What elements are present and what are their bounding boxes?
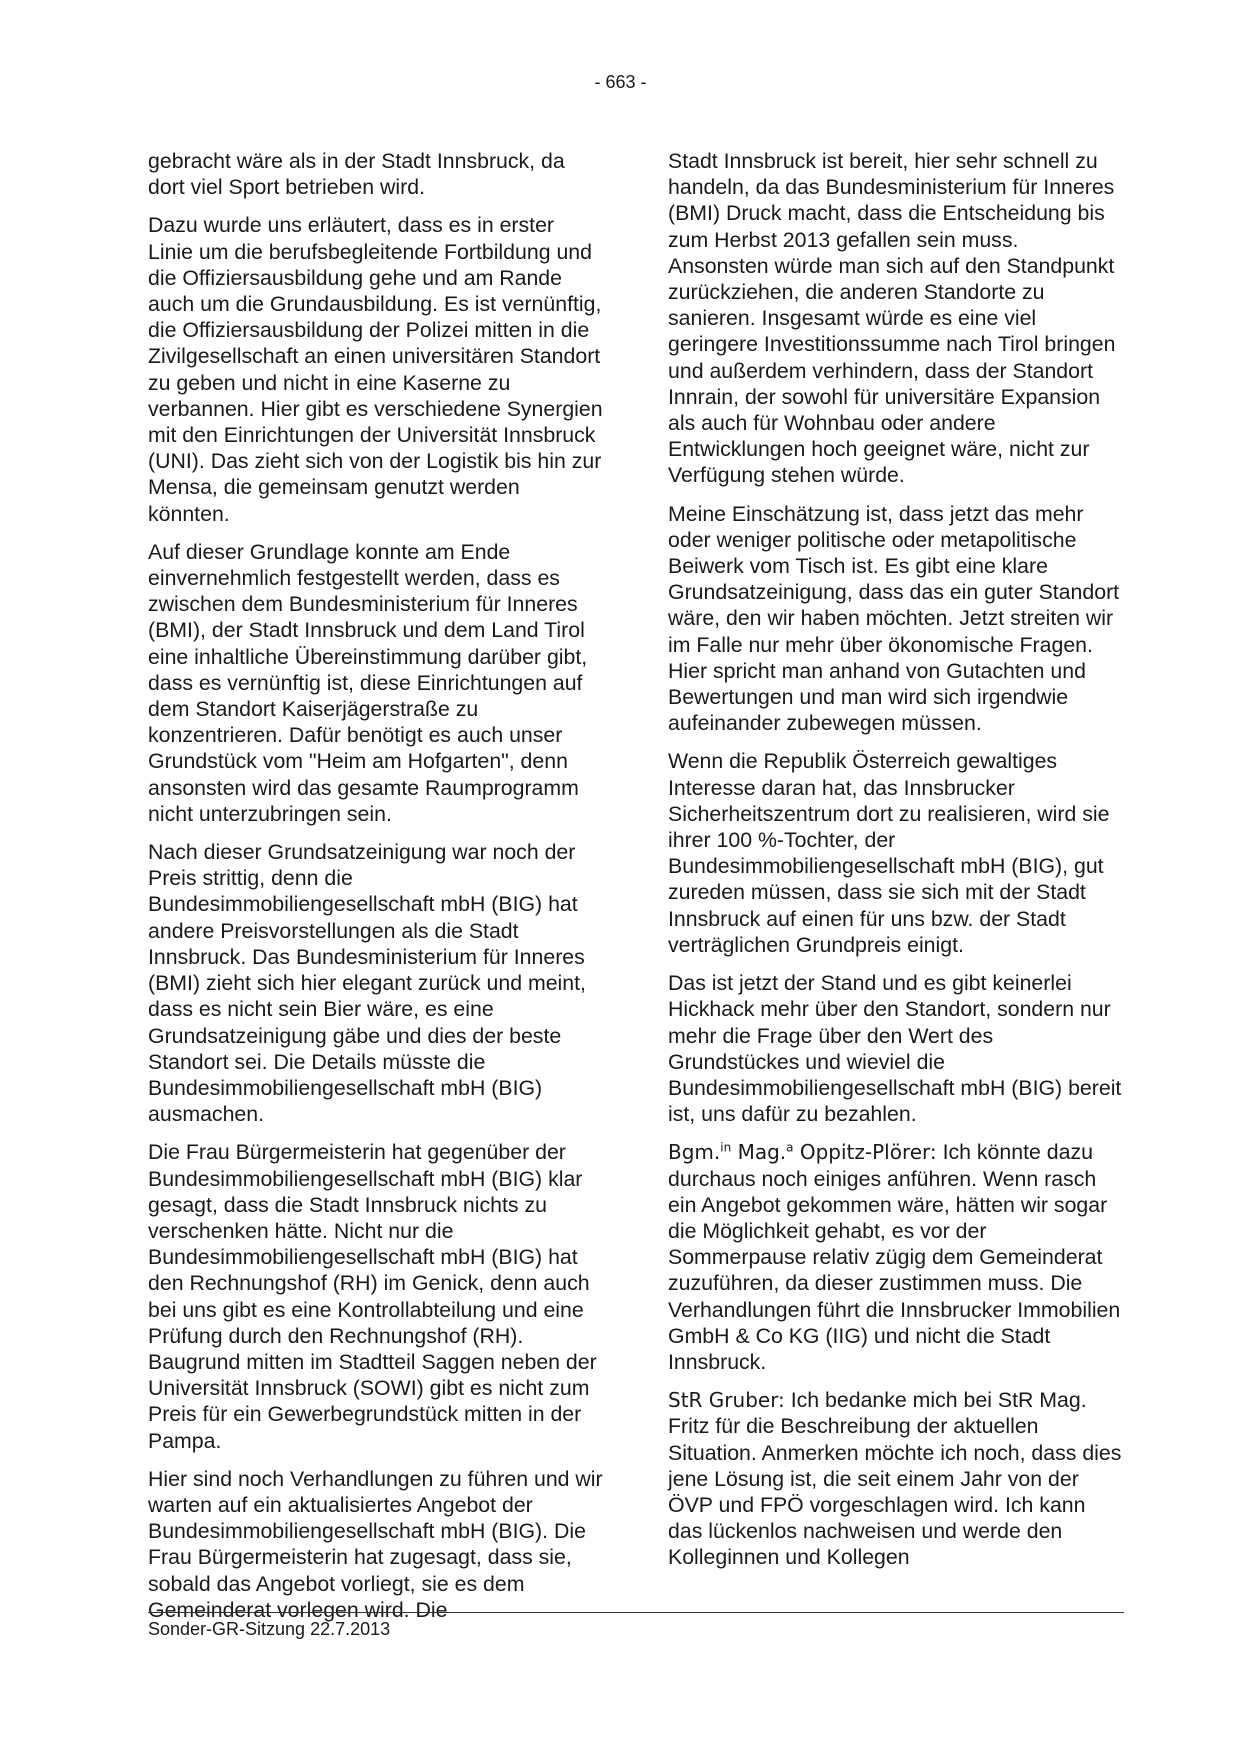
paragraph: Stadt Innsbruck ist bereit, hier sehr schnell zu handeln, da das Bundesministerium für Inneres (BMI) Druck macht, dass die Entscheidung bis zum Herbst 2013 gefallen sein muss. Ansonsten würde man sich auf den Standpunkt zurückziehen, die anderen Standorte zu sanieren. Insgesamt würde es eine viel geringere Investitionssumme nach Tirol bringen und außerdem verhindern, dass der Standort Innrain, der sowohl für universitäre Expansion als auch für Wohnbau oder andere Entwicklungen hoch geeignet wäre, nicht zur Verfügung stehen würde. [668, 149, 1116, 488]
footer-text: Sonder-GR-Sitzung 22.7.2013 [148, 1619, 391, 1639]
paragraph: Dazu wurde uns erläutert, dass es in erster Linie um die berufsbegleitende Fortbildung und die Offiziersausbildung gehe und am Rande auch um die Grundausbildung. Es ist vernünftig, die Offiziersausbildung der Polizei mitten in die Zivilgesellschaft an einen universitären Standort zu geben und nicht in eine Kaserne zu verbannen. Hier gibt es verschiedene Synergien mit den Einrichtungen der Universität Innsbruck (UNI). Das zieht sich von der Logistik bis hin zur Mensa, die gemeinsam genutzt werden könnten. [148, 213, 603, 526]
paragraph: gebracht wäre als in der Stadt Innsbruck, da dort viel Sport betrieben wird. [148, 149, 565, 200]
paragraph: Meine Einschätzung ist, dass jetzt das mehr oder weniger politische oder metapolitische Beiwerk vom Tisch ist. Es gibt eine klare Grundsatzeinigung, dass das ein guter Standort wäre, den wir haben möchten. Jetzt streiten wir im Falle nur mehr über ökonomische Fragen. Hier spricht man anhand von Gutachten und Bewertungen und man wird sich irgendwie aufeinander zubewegen müssen. [668, 501, 1120, 736]
paragraph: Wenn die Republik Österreich gewaltiges Interesse daran hat, das Innsbrucker Sicherheitszentrum dort zu realisieren, wird sie ihrer 100 %-Tochter, der Bundesimmobiliengesellschaft mbH (BIG), gut zureden müssen, dass sie sich mit der Stadt Innsbruck auf einen für uns bzw. der Stadt verträglichen Grundpreis einigt. [668, 749, 1110, 957]
paragraph: Die Frau Bürgermeisterin hat gegenüber der Bundesimmobiliengesellschaft mbH (BIG) klar gesagt, dass die Stadt Innsbruck nichts zu verschenken hätte. Nicht nur die Bundesimmobiliengesellschaft mbH (BIG) hat den Rechnungshof (RH) im Genick, denn auch bei uns gibt es eine Kontrollabteilung und eine Prüfung durch den Rechnungshof (RH). Baugrund mitten im Stadtteil Saggen neben der Universität Innsbruck (SOWI) gibt es nicht zum Preis für ein Gewerbegrundstück mitten in der Pampa. [148, 1140, 597, 1453]
paragraph: Nach dieser Grundsatzeinigung war noch der Preis strittig, denn die Bundesimmobiliengesellschaft mbH (BIG) hat andere Preisvorstellungen als die Stadt Innsbruck. Das Bundesministerium für Inneres (BMI) zieht sich hier elegant zurück und meint, dass es nicht sein Bier wäre, es eine Grundsatzeinigung gäbe und dies der beste Standort sei. Die Details müsste die Bundesimmobiliengesellschaft mbH (BIG) ausmachen. [148, 840, 586, 1127]
speaker-paragraph [668, 1387, 1123, 1570]
page-number: - 663 - [594, 72, 647, 92]
left-column [148, 148, 603, 1635]
right-column [668, 148, 1123, 1583]
paragraph: Das ist jetzt der Stand und es gibt keinerlei Hickhack mehr über den Standort, sondern nur mehr die Frage über den Wert des Grundstückes und wieviel die Bundesimmobiliengesellschaft mbH (BIG) bereit ist, uns dafür zu bezahlen. [668, 971, 1122, 1127]
speech-text: Ich bedanke mich bei StR Mag. Fritz für die Beschreibung der aktuellen Situation. Anmerken möchte ich noch, dass dies jene Lösung ist, die seit einem Jahr von der ÖVP und FPÖ vorgeschlagen wird. Ich kann das lückenlos nachweisen und werde den Kolleginnen und Kollegen [668, 1388, 1122, 1570]
speaker-paragraph [668, 1139, 1123, 1375]
speaker-name: Bgm.$^{in}$ Mag.$^a$ Oppitz-Plörer: [668, 1140, 937, 1165]
speech-text: Ich könnte dazu durchaus noch einiges anführen. Wenn rasch ein Angebot gekommen wäre, hätten wir sogar die Möglichkeit gehabt, es vor der Sommerpause relativ zügig dem Gemeinderat zuzuführen, da dieser zustimmen muss. Die Verhandlungen führt die Innsbrucker Immobilien GmbH & Co KG (IIG) und nicht die Stadt Innsbruck. [668, 1140, 1121, 1374]
paragraph: Hier sind noch Verhandlungen zu führen und wir warten auf ein aktualisiertes Angebot der Bundesimmobiliengesellschaft mbH (BIG). Die Frau Bürgermeisterin hat zugesagt, dass sie, sobald das Angebot vorliegt, sie es dem Gemeinderat vorlegen wird. Die [148, 1466, 603, 1622]
footer-divider [148, 1612, 1124, 1613]
paragraph: Auf dieser Grundlage konnte am Ende einvernehmlich festgestellt werden, dass es zwischen dem Bundesministerium für Inneres (BMI), der Stadt Innsbruck und dem Land Tirol eine inhaltliche Übereinstimmung darüber gibt, dass es vernünftig ist, diese Einrichtungen auf dem Standort Kaiserjägerstraße zu konzentrieren. Dafür benötigt es auch unser Grundstück vom "Heim am Hofgarten", denn ansonsten wird das gesamte Raumprogramm nicht unterzubringen sein. [148, 539, 588, 826]
speaker-name: StR Gruber: [668, 1388, 785, 1413]
